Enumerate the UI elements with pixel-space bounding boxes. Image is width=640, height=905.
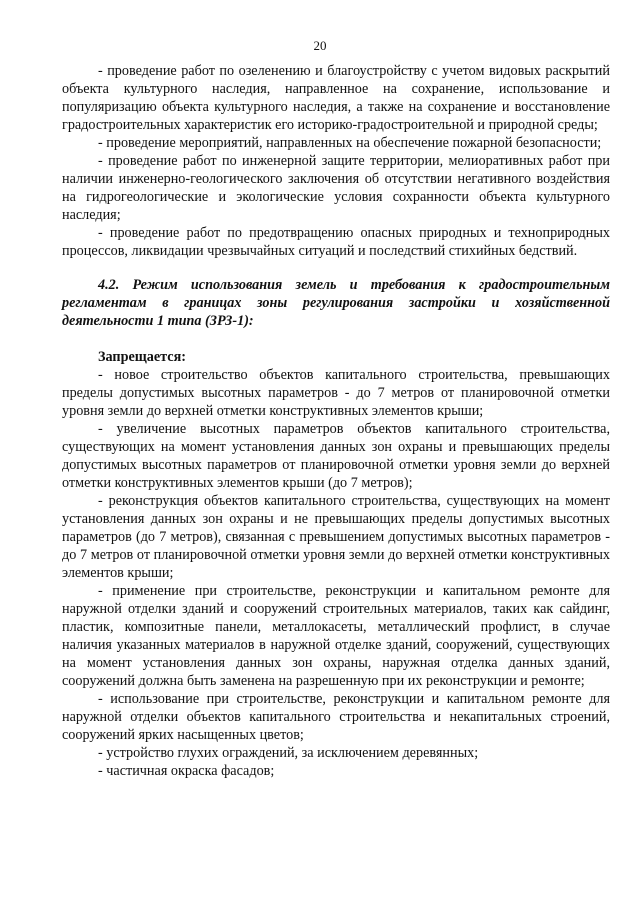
paragraph: - проведение работ по предотвращению опасных природных и техноприродных процессов, ликвидации чрезвычайных ситуаций и последствий стихийных бедствий.: [62, 225, 610, 259]
list-item: - новое строительство объектов капитального строительства, превышающих пределы допустимых высотных параметров - до 7 метров от планировочной отметки уровня земли до верхней отметки конструктивных элементов крыши;: [62, 367, 610, 419]
document-body: [62, 62, 610, 780]
list-item: - устройство глухих ограждений, за исключением деревянных;: [98, 745, 479, 761]
list-item: - применение при строительстве, реконструкции и капитальном ремонте для наружной отделки зданий и сооружений строительных материалов, таких как сайдинг, пластик, композитные панели, металлокасеты, металлический профлист, в случае наличия указанных материалов в наружной отделке зданий, сооружений, существующих на момент установления данных зон охраны, наружная отделка данных зданий, сооружений должна быть заменена на разрешенную при их реконструкции и ремонте;: [62, 583, 610, 689]
paragraph: - проведение работ по инженерной защите территории, мелиоративных работ при наличии инженерно-геологического заключения об отсутствии негативного воздействия на гидрогеологические и экологические условия сохранности объекта культурного наследия;: [62, 153, 610, 223]
paragraph: - проведение работ по озеленению и благоустройству с учетом видовых раскрытий объекта культурного наследия, направленное на сохранение, использование и популяризацию объекта культурного наследия, а также на сохранение и восстановление градостроительных характеристик его историко-градостроительной и природной среды;: [62, 63, 610, 133]
section-subheading: Запрещается:: [98, 349, 186, 365]
section-heading: 4.2. Режим использования земель и требования к градостроительным регламентам в границах зоны регулирования застройки и хозяйственной деятельности 1 типа (ЗРЗ-1):: [62, 277, 610, 329]
list-item: - частичная окраска фасадов;: [98, 763, 275, 779]
list-item: - увеличение высотных параметров объектов капитального строительства, существующих на момент установления данных зон охраны и превышающих пределы допустимых высотных параметров от планировочной отметки уровня земли до верхней отметки конструктивных элементов крыши (до 7 метров);: [62, 421, 610, 491]
paragraph: - проведение мероприятий, направленных на обеспечение пожарной безопасности;: [98, 135, 602, 151]
list-item: - реконструкция объектов капитального строительства, существующих на момент установления данных зон охраны и не превышающих пределы допустимых высотных параметров (до 7 метров), связанная с превышением допустимых высотных параметров - до 7 метров от планировочной отметки уровня земли до верхней отметки конструктивных элементов крыши;: [62, 493, 610, 581]
page-number: 20: [313, 38, 327, 53]
list-item: - использование при строительстве, реконструкции и капитальном ремонте для наружной отделки объектов капитального строительства и некапитальных строений, сооружений ярких насыщенных цветов;: [62, 691, 610, 743]
